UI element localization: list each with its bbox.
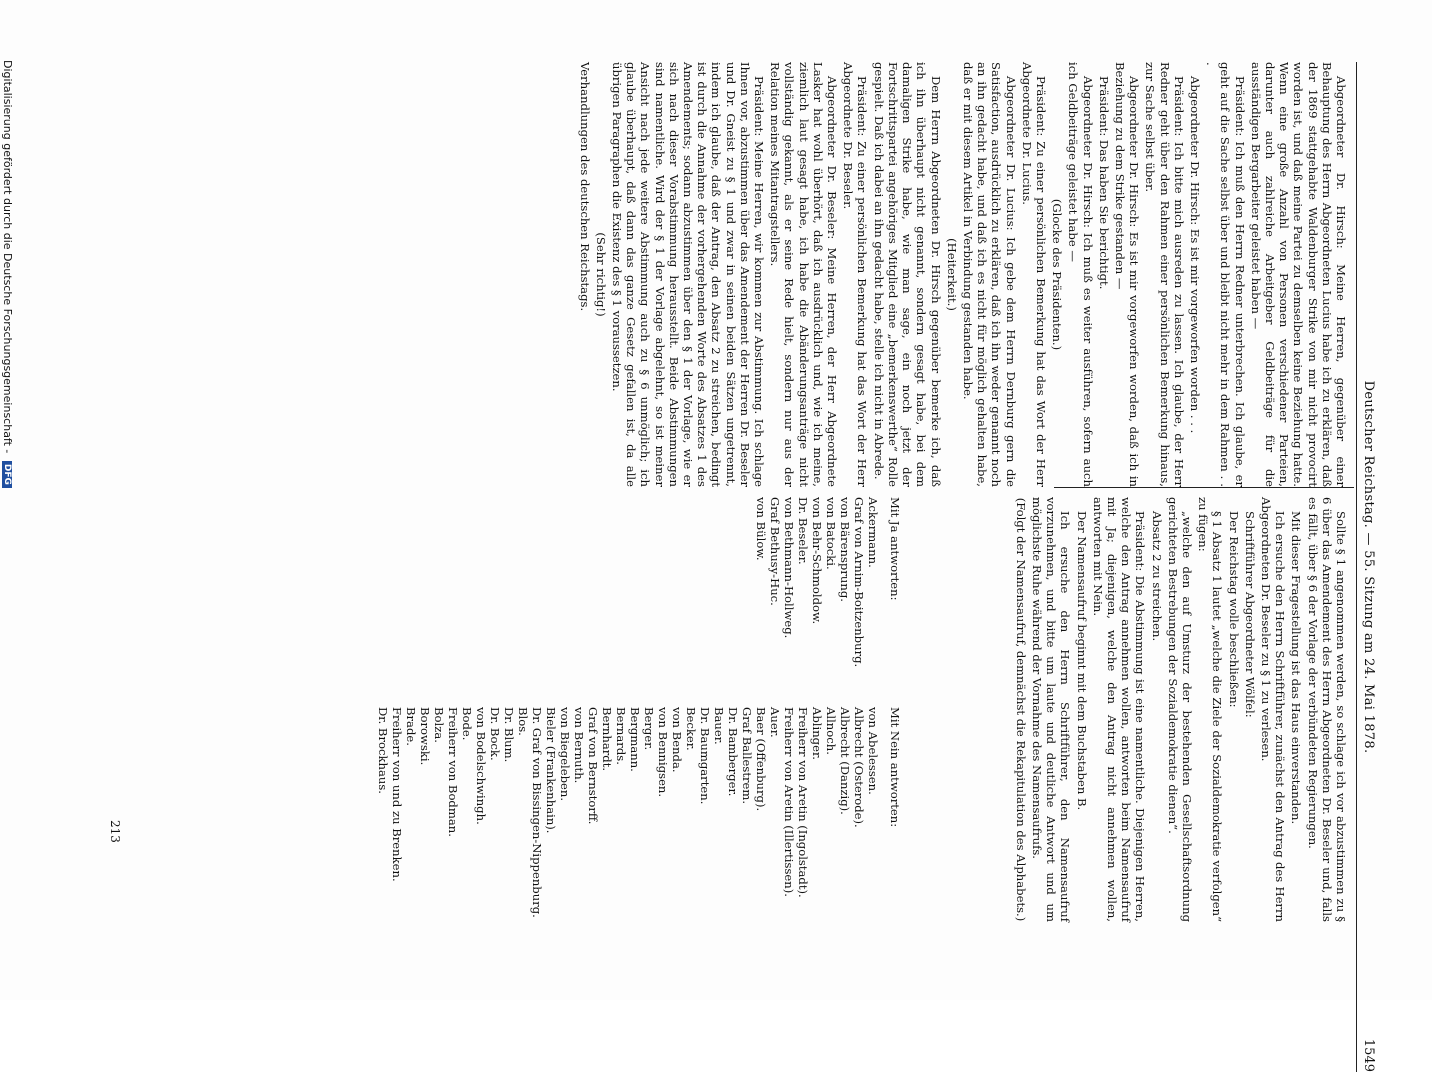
voter-name: Blos.	[516, 707, 530, 736]
voter-name: Graf Bethusy-Huc.	[768, 497, 782, 606]
voter-name: Dr. Blum.	[502, 707, 516, 763]
stage-direction: (Glocke des Präsidenten.)	[1050, 198, 1065, 351]
paragraph: Abgeordneter Dr. Hirsch: Es ist mir vorgeworfen worden . . .	[1187, 76, 1202, 434]
voter-name: Albrecht (Osterode).	[852, 707, 866, 828]
voter-name: Bergmann.	[628, 707, 642, 772]
voter-name: von Bennigsen.	[656, 707, 670, 798]
voter-name: Bieler (Frankenhain).	[544, 707, 558, 834]
paragraph: „welche den auf Umsturz der bestehenden Gesellschaftsordnung gerichteten Bestrebungen der Sozialdemokratie dienen“.	[1165, 497, 1194, 922]
stage-direction: (Sehr richtig!)	[593, 232, 608, 317]
paragraph: Präsident: Ich muß den Herrn Redner unterbrechen. Ich glaube, er geht auf die Sache selbst über und bleibt nicht mehr in dem Rahmen . . .	[1204, 62, 1247, 487]
voter-name: von Benda.	[670, 707, 684, 773]
voter-name: Bauer.	[712, 707, 726, 745]
dfg-logo-icon: DFG	[2, 461, 12, 488]
yes-voter-list	[754, 497, 880, 697]
left-column	[575, 62, 1348, 487]
paragraph: Abgeordneter Dr. Hirsch: Es ist mir vorgeworfen worden, daß ich in Beziehung zu dem Strike gestanden —	[1112, 62, 1142, 487]
voter-name: Freiherr von Aretin (Illertissen).	[782, 707, 796, 897]
voter-name: Graf Ballestrem.	[740, 707, 754, 805]
paragraph: Präsident: Meine Herren, wir kommen zur Abstimmung. Ich schlage Ihnen vor, abzustimmen über das Amendement der Herren Dr. Beseler und Dr. Gneist zu § 1 und zwar in seinen beiden Sätzen ungetrennt, indem ich glaube, daß der Antrag, den Absatz 2 zu streichen, bedingt ist durch die Annahme der vorhergehenden Worte des Absatzes 1 des Amendements; sodann abzustimmen über den § 1 der Vorlage, wie er sich nach dieser Vorabstimmung herausstellt. Beide Abstimmungen sind namentliche. Wird der § 1 der Vorlage abgelehnt, so ist meiner Ansicht nach jede weitere Abstimmung auch zu § 6 unmöglich; ich glaube überhaupt, daß dann das ganze Gesetz gefallen ist, da alle übrigen Paragraphen die Existenz des § 1 voraussetzen.	[610, 62, 767, 487]
page-number: 1549	[1361, 1038, 1376, 1072]
voter-name: Baer (Offenburg).	[754, 707, 768, 812]
paragraph: Präsident: Das haben Sie berichtigt.	[1096, 76, 1111, 290]
voter-name: Graf von Bernstorff.	[586, 707, 600, 825]
paragraph: Absatz 2 zu streichen.	[1149, 511, 1164, 642]
paragraph: Sollte § 1 angenommen werden, so schlage ich vor abzustimmen zu § 6 über das Amendement des Herrn Abgeordneten Dr. Beseler und, falls es fällt, über § 6 der Vorlage der verbündeten Regierungen.	[1305, 497, 1348, 922]
voter-name: Bernhardt.	[600, 707, 614, 772]
paragraph: Der Reichstag wolle beschließen:	[1226, 511, 1241, 708]
voter-name: Ablinger.	[810, 707, 824, 760]
right-column	[1012, 497, 1348, 922]
paragraph: Der Namensaufruf beginnt mit dem Buchstaben B.	[1074, 511, 1089, 811]
voter-name: Bolza.	[432, 707, 446, 743]
paragraph: Abgeordneter Dr. Lucius: Ich gebe dem Herrn Dernburg gern die Satisfaction, ausdrücklich zu erklären, daß ich ihn weder genannt noch an ihn gedacht habe, und daß ich es nicht für möglich gehalten habe, daß er mit diesem Artikel in Verbindung gestanden habe.	[960, 62, 1018, 487]
page-header	[1354, 62, 1376, 1072]
paragraph: Ich ersuche den Herrn Schriftführer, zunächst den Antrag des Herrn Abgeordneten Dr. Beseler zu § 1 zu verlesen.	[1258, 497, 1288, 922]
stage-direction: (Folgt der Namensaufruf, demnächst die Rekapitulation des Alphabets.)	[1013, 497, 1028, 922]
voter-name: Borowski.	[418, 707, 432, 766]
voter-name: Bernards.	[614, 707, 628, 765]
voter-name: Dr. Graf von Bissingen-Nippenburg.	[530, 707, 544, 918]
voter-name: von Bethmann-Hollweg.	[782, 497, 796, 639]
voter-name: Dr. Bamberger.	[726, 707, 740, 797]
voter-name: von Biegeleben.	[558, 707, 572, 802]
sheet-number: 213	[108, 820, 122, 843]
voter-name: Albrecht (Danzig).	[838, 707, 852, 815]
voter-name: Dr. Beseler.	[796, 497, 810, 565]
paragraph: Abgeordneter Dr. Hirsch: Ich muß es weiter ausführen, sofern auch ich Geldbeiträge geleistet habe —	[1066, 62, 1095, 487]
paragraph: Präsident: Die Abstimmung ist eine namentliche. Diejenigen Herren, welche den Antrag annehmen wollen, antworten beim Namensaufruf mit Ja; diejenigen, welche den Antrag nicht annehmen wollen, antworten mit Nein.	[1090, 497, 1148, 922]
voter-name: Freiherr von und zu Brenken.	[390, 707, 404, 882]
paragraph: Abgeordneter Dr. Beseler: Meine Herren, der Herr Abgeordnete Lasker hat wohl überhört, daß ich ausdrücklich und, wie ich meine, ziemlich laut gesagt habe, ich habe die Abänderungsanträge nicht vollständig gekannt, als er seine Rede hielt, sondern nur aus der Relation meines Mitantragstellers.	[768, 62, 840, 487]
credit-text: Digitalisierung gefördert durch die Deutsche Forschungsgemeinschaft -	[1, 60, 14, 454]
paragraph: § 1 Absatz 1 lautet „welche die Ziele der Sozialdemokratie verfolgen“ zu fügen:	[1196, 497, 1225, 922]
paragraph: Abgeordneter Dr. Hirsch: Meine Herren, gegenüber einer Behauptung des Herrn Abgeordneten Lucius habe ich zu erklären, daß der 1869 stattgehabte Waldenburger Strike von mir nicht provocirt worden ist, und daß meine Partei zu demselben keine Beziehung hatte. Wenn eine große Anzahl von Personen verschiedener Parteien, darunter auch zahlreiche Arbeitgeber Geldbeiträge für die ausständigen Bergarbeiter geleistet haben —	[1248, 62, 1348, 487]
no-heading: Mit Nein antworten:	[888, 707, 902, 828]
paragraph: Dem Herrn Abgeordneten Dr. Hirsch gegenüber bemerke ich, daß ich ihn überhaupt nicht genannt, sondern gesagt habe, bei dem damaligen Strike habe, wie man sage, ein noch jetzt der Fortschrittspartei angehöriges Mitglied eine „bemerkenswerthe“ Rolle gespielt. Daß ich dabei an ihn gedacht habe, stelle ich nicht in Abrede.	[871, 62, 943, 487]
voter-name: Ackermann.	[866, 497, 880, 568]
no-voter-list	[376, 707, 880, 922]
paragraph: Präsident: Zu einer persönlichen Bemerkung hat das Wort der Herr Abgeordnete Dr. Lucius.	[1019, 62, 1048, 487]
voter-name: Freiherr von Bodman.	[446, 707, 460, 837]
voter-name: Dr. Baumgarten.	[698, 707, 712, 805]
paragraph: Ich ersuche den Herrn Schriftführer, den Namensaufruf vorzunehmen, und bitte um laute und deutliche Antwort und um möglichste Ruhe während der Vornahme des Namensaufrufs.	[1029, 497, 1073, 922]
digitization-credit	[1, 60, 14, 960]
voter-name: von Bülow.	[754, 497, 768, 561]
stage-direction: (Heiterkeit.)	[944, 238, 959, 311]
column-divider	[1054, 487, 1354, 488]
voter-name: von Bodelschwingh.	[474, 707, 488, 825]
paragraph: Mit dieser Fragestellung ist das Haus einverstanden.	[1289, 511, 1304, 825]
voter-name: von Bärensprung.	[838, 497, 852, 602]
paragraph: Präsident: Ich bitte mich ausreden zu lassen. Ich glaube, der Herr Redner geht über den Rahmen einer persönlichen Bemerkung hinaus, zur Sache selbst über.	[1143, 62, 1186, 487]
voter-name: Brade.	[404, 707, 418, 746]
voter-name: von Abelessen.	[866, 707, 880, 795]
voter-name: Dr. Bock.	[488, 707, 502, 761]
voter-name: Graf von Arnim-Boitzenburg.	[852, 497, 866, 668]
voter-name: Allnoch.	[824, 707, 838, 755]
voter-name: Berger.	[642, 707, 656, 751]
voter-name: Auer.	[768, 707, 782, 738]
voter-name: von Batocki.	[824, 497, 838, 570]
voter-name: Dr. Brockhaus.	[376, 707, 390, 794]
yes-heading: Mit Ja antworten:	[888, 497, 902, 601]
paragraph: Schriftführer Abgeordneter Wölfel:	[1242, 511, 1257, 718]
voter-name: von Bernuth.	[572, 707, 586, 784]
voter-name: Freiherr von Aretin (Ingolstadt).	[796, 707, 810, 898]
left-footer-note: Verhandlungen des deutschen Reichstags.	[577, 62, 592, 312]
header-rule	[1356, 62, 1357, 1072]
paragraph: Präsident: Zu einer persönlichen Bemerkung hat das Wort der Herr Abgeordnete Dr. Beseler.	[841, 62, 870, 487]
voter-name: Becker.	[684, 707, 698, 751]
voter-name: Bode.	[460, 707, 474, 741]
page-title: Deutscher Reichstag. — 55. Sitzung am 24. Mai 1878.	[1361, 380, 1376, 754]
voter-name: von Behr-Schmoldow.	[810, 497, 824, 625]
